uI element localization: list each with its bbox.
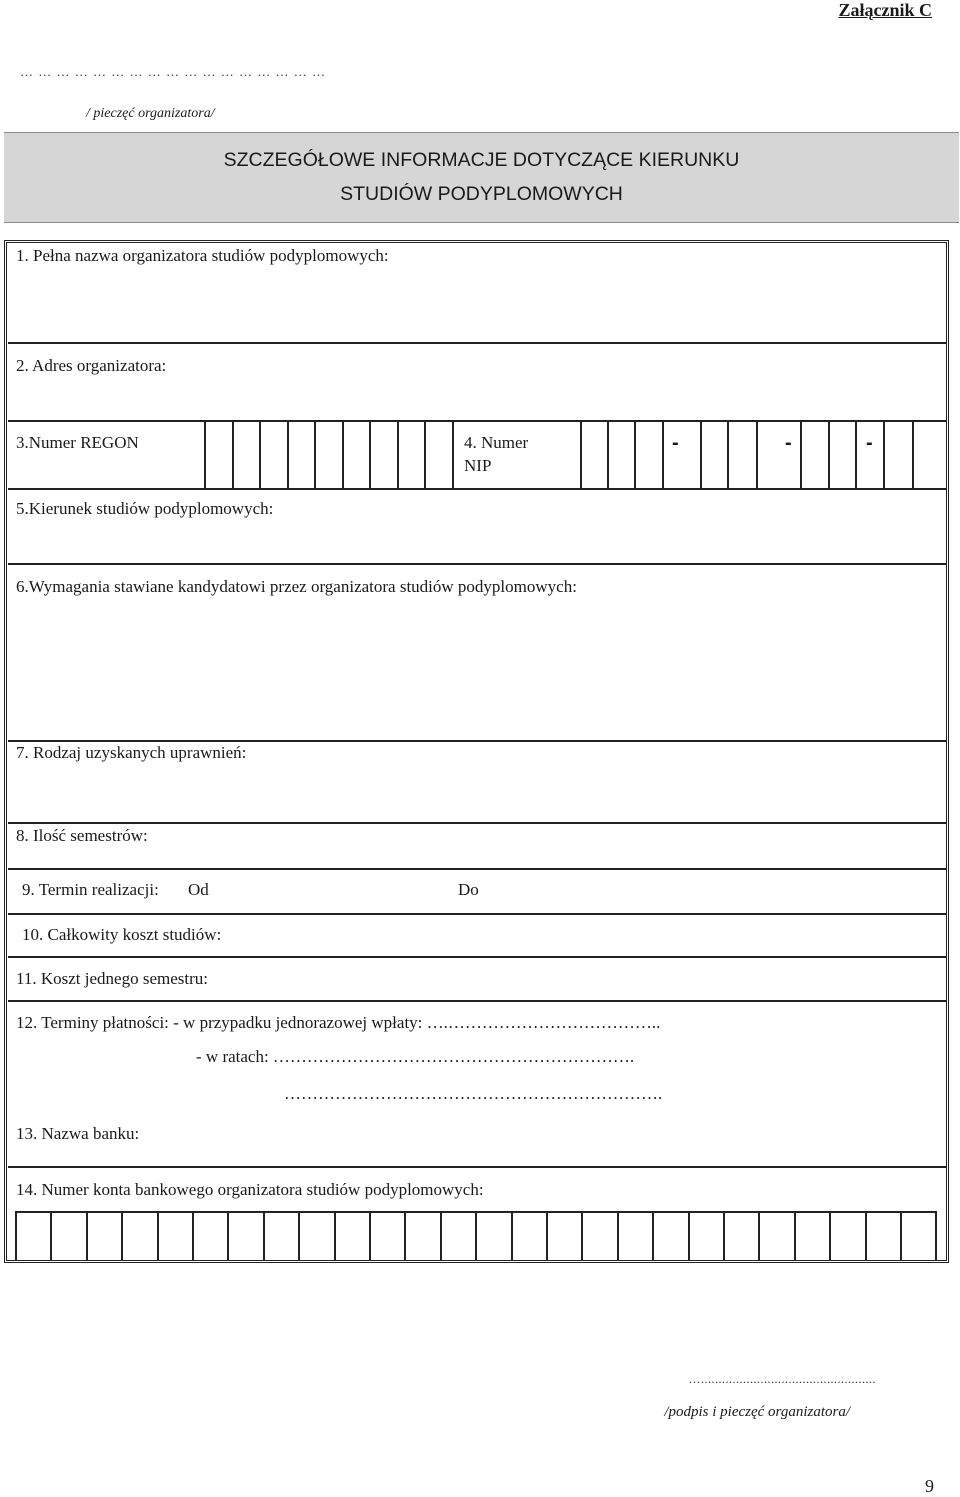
nip-digit-box[interactable] — [607, 421, 609, 488]
divider — [8, 822, 946, 824]
stamp-caption: / pieczęć organizatora/ — [86, 106, 215, 121]
account-digit-box[interactable] — [723, 1211, 725, 1260]
field-label-qualifications: 7. Rodzaj uzyskanych uprawnień: — [16, 743, 247, 762]
nip-digit-box[interactable] — [828, 421, 830, 488]
field-label-address: 2. Adres organizatora: — [16, 356, 167, 375]
account-digit-box[interactable] — [50, 1211, 52, 1260]
account-digit-box[interactable] — [86, 1211, 88, 1260]
account-digit-box[interactable] — [475, 1211, 477, 1260]
nip-digit-box[interactable] — [727, 421, 729, 488]
stamp-dots: … … … … … … … … … … … … … … … … … — [20, 64, 326, 79]
account-digit-box[interactable] — [617, 1211, 619, 1260]
regon-digit-box[interactable] — [259, 421, 261, 488]
nip-digit-box[interactable] — [800, 421, 802, 488]
field-label-requirements: 6.Wymagania stawiane kandydatowi przez organizatora studiów podyplomowych: — [16, 577, 577, 596]
divider — [8, 420, 946, 422]
account-digit-box[interactable] — [581, 1211, 583, 1260]
nip-digit-box[interactable] — [662, 421, 664, 488]
account-digit-box[interactable] — [15, 1211, 17, 1260]
regon-digit-box[interactable] — [424, 421, 426, 488]
regon-digit-box[interactable] — [452, 421, 454, 488]
field-label-account-number: 14. Numer konta bankowego organizatora studiów podyplomowych: — [16, 1180, 484, 1199]
account-digit-box[interactable] — [829, 1211, 831, 1260]
form-title-line2: STUDIÓW PODYPLOMOWYCH — [340, 183, 623, 205]
divider — [8, 1000, 946, 1002]
regon-digit-box[interactable] — [204, 421, 206, 488]
account-digit-box[interactable] — [192, 1211, 194, 1260]
field-label-payment-terms: 12. Terminy płatności: - w przypadku jednorazowej wpłaty: ….……………………………….. — [16, 1013, 661, 1032]
divider — [8, 488, 946, 490]
annex-label: Załącznik C — [838, 0, 932, 20]
field-label-semester-cost: 11. Koszt jednego semestru: — [16, 969, 208, 988]
nip-digit-box[interactable] — [580, 421, 582, 488]
account-digit-box[interactable] — [263, 1211, 265, 1260]
account-digit-box[interactable] — [334, 1211, 336, 1260]
account-digit-box[interactable] — [369, 1211, 371, 1260]
account-digit-box[interactable] — [900, 1211, 902, 1260]
regon-digit-box[interactable] — [342, 421, 344, 488]
divider — [8, 563, 946, 565]
nip-dash: - — [866, 432, 873, 454]
signature-caption: /podpis i pieczęć organizatora/ — [664, 1404, 850, 1420]
divider — [8, 1166, 946, 1168]
nip-digit-box[interactable] — [883, 421, 885, 488]
field-label-organizer-name: 1. Pełna nazwa organizatora studiów podyplomowych: — [16, 246, 389, 265]
field-label-nip: 4. Numer — [464, 433, 529, 452]
divider — [8, 956, 946, 958]
nip-digit-box[interactable] — [855, 421, 857, 488]
nip-dash: - — [785, 432, 792, 454]
field-label-term: 9. Termin realizacji: — [22, 880, 159, 899]
divider — [8, 868, 946, 870]
account-digit-box[interactable] — [652, 1211, 654, 1260]
field-label-nip-2: NIP — [464, 456, 492, 475]
account-digit-box[interactable] — [157, 1211, 159, 1260]
field-label-installments: - w ratach: ………………………………………………………. — [196, 1047, 635, 1066]
account-digit-box[interactable] — [440, 1211, 442, 1260]
account-digit-box[interactable] — [121, 1211, 123, 1260]
nip-dash: - — [672, 432, 679, 454]
field-label-semesters: 8. Ilość semestrów: — [16, 826, 148, 845]
account-digit-box[interactable] — [298, 1211, 300, 1260]
divider — [8, 740, 946, 742]
field-label-bank-name: 13. Nazwa banku: — [16, 1124, 140, 1143]
field-label-term-to: Do — [458, 880, 479, 899]
account-digit-box[interactable] — [935, 1211, 937, 1260]
field-label-regon: 3.Numer REGON — [16, 433, 139, 452]
regon-digit-box[interactable] — [397, 421, 399, 488]
divider — [8, 913, 946, 915]
nip-digit-box[interactable] — [756, 421, 758, 488]
nip-digit-box[interactable] — [700, 421, 702, 488]
field-label-term-from: Od — [188, 880, 209, 899]
account-digit-box[interactable] — [688, 1211, 690, 1260]
divider — [8, 342, 946, 344]
form-title-line1: SZCZEGÓŁOWE INFORMACJE DOTYCZĄCE KIERUNKU — [223, 149, 740, 171]
nip-digit-box[interactable] — [634, 421, 636, 488]
regon-digit-box[interactable] — [369, 421, 371, 488]
field-label-field-of-study: 5.Kierunek studiów podyplomowych: — [16, 499, 274, 518]
field-label-installments-2: …………………………………………………………. — [284, 1084, 663, 1103]
account-digit-box[interactable] — [865, 1211, 867, 1260]
account-digit-box[interactable] — [227, 1211, 229, 1260]
regon-digit-box[interactable] — [232, 421, 234, 488]
nip-digit-box[interactable] — [912, 421, 914, 488]
regon-digit-box[interactable] — [287, 421, 289, 488]
page-number: 9 — [925, 1476, 934, 1496]
account-digit-box[interactable] — [511, 1211, 513, 1260]
regon-digit-box[interactable] — [314, 421, 316, 488]
field-label-total-cost: 10. Całkowity koszt studiów: — [22, 925, 222, 944]
account-digit-box[interactable] — [758, 1211, 760, 1260]
account-digit-box[interactable] — [794, 1211, 796, 1260]
account-digit-box[interactable] — [546, 1211, 548, 1260]
signature-dots: ….................................................. — [688, 1372, 876, 1386]
account-digit-box[interactable] — [404, 1211, 406, 1260]
form-title — [4, 132, 959, 223]
